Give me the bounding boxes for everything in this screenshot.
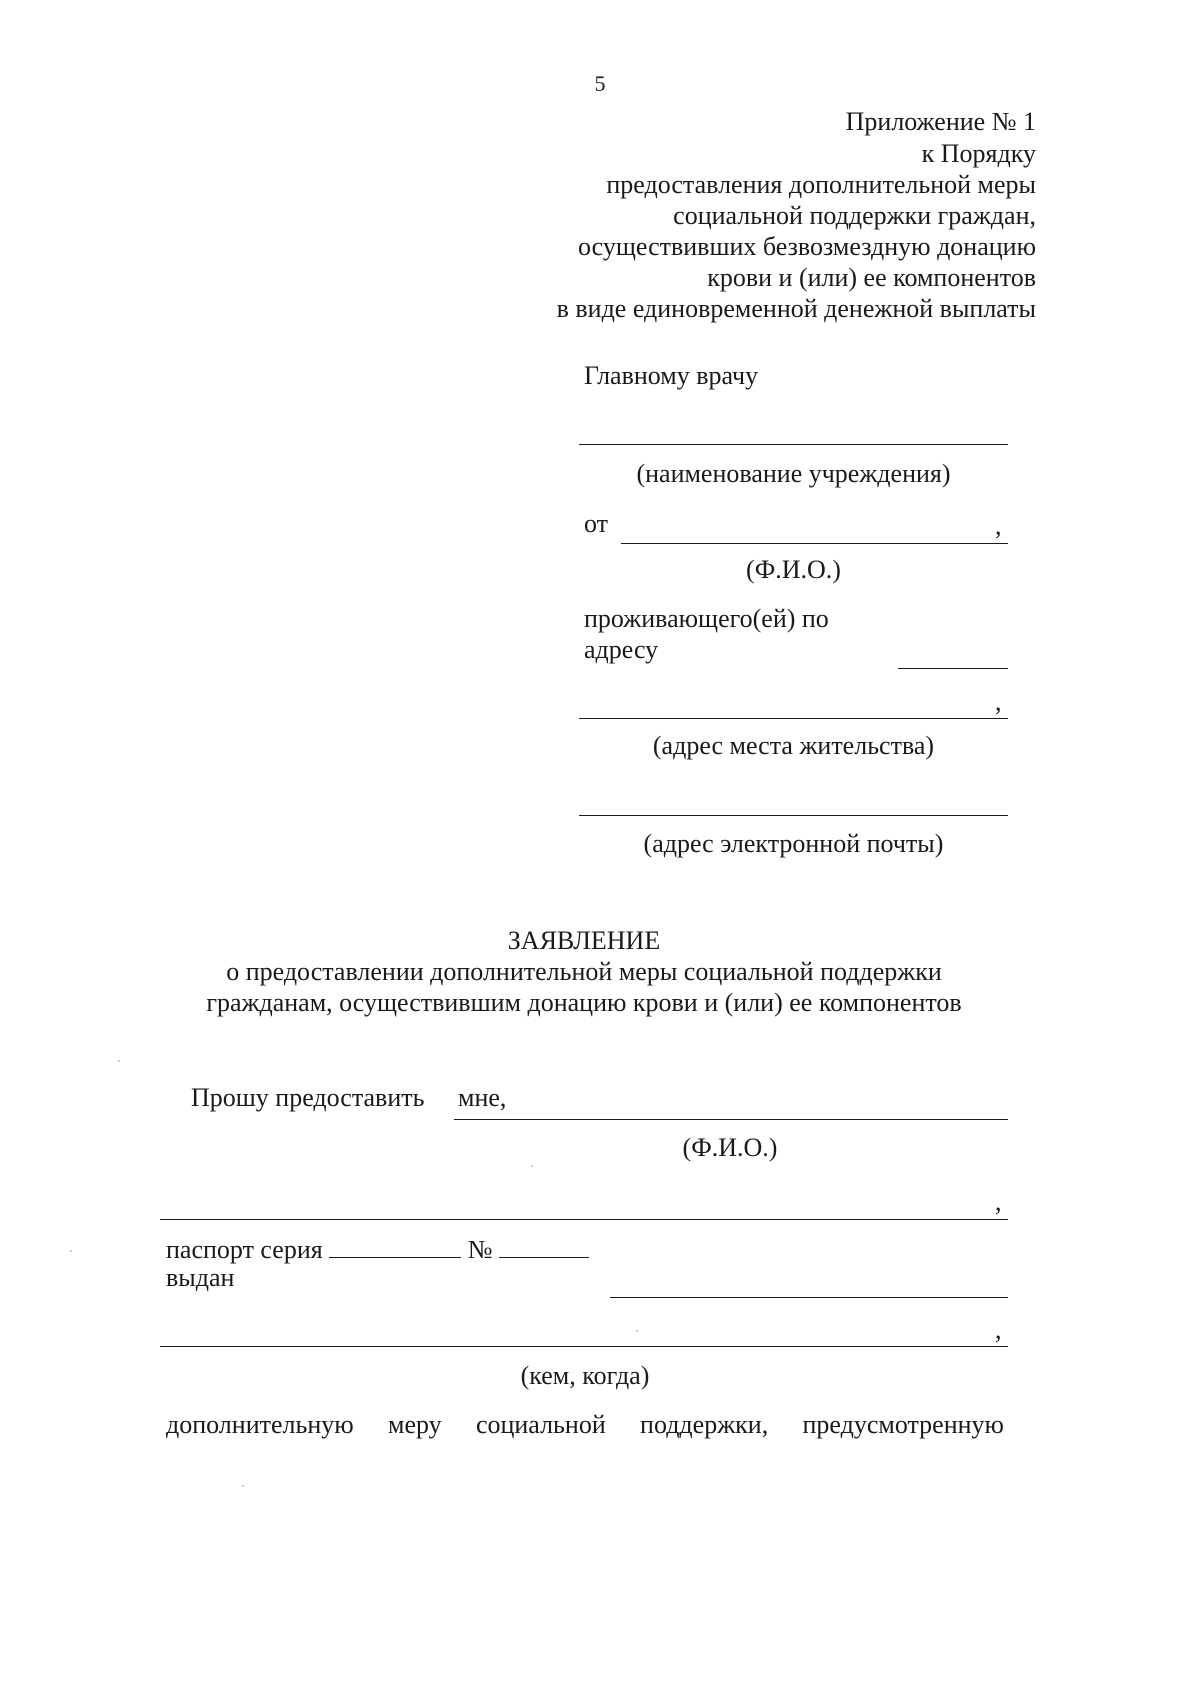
passport-series-field[interactable]: [329, 1233, 461, 1258]
application-title: ЗАЯВЛЕНИЕ: [507, 926, 661, 955]
body-word: поддержки,: [640, 1410, 769, 1439]
request-text: Прошу предоставить: [191, 1083, 425, 1112]
address-label: адресу: [584, 635, 659, 664]
body-word: дополнительную: [166, 1410, 354, 1439]
appendix-line: предоставления дополнительной меры: [606, 170, 1036, 199]
address-caption: (адрес места жительства): [652, 731, 935, 760]
fio-line-comma: ,: [995, 1187, 1002, 1216]
addressee-label: Главному врачу: [584, 361, 759, 390]
fio-caption: (Ф.И.О.): [746, 555, 841, 584]
institution-caption: (наименование учреждения): [636, 459, 951, 488]
body-word: предусмотренную: [802, 1410, 1004, 1439]
residing-label: проживающего(ей) по: [584, 604, 829, 633]
issued-by-field-line-2[interactable]: [160, 1346, 1008, 1347]
scan-speck: [636, 1330, 638, 1332]
from-label: от: [584, 509, 609, 538]
appendix-line: крови и (или) ее компонентов: [707, 263, 1036, 292]
appendix-line: осуществивших безвозмездную донацию: [578, 232, 1036, 261]
scan-speck: [118, 1060, 120, 1062]
issued-label: выдан: [166, 1263, 235, 1292]
email-field[interactable]: [579, 815, 1008, 816]
appendix-line: Приложение № 1: [845, 107, 1036, 136]
passport-number-sign: №: [467, 1235, 493, 1264]
justified-text-line: [166, 1409, 1004, 1441]
passport-series-label: паспорт серия: [166, 1235, 323, 1264]
application-subtitle-line: гражданам, осуществившим донацию крови и (или) ее компонентов: [206, 988, 962, 1017]
passport-number-field[interactable]: [499, 1233, 589, 1258]
recipient-fio-caption: (Ф.И.О.): [682, 1133, 778, 1162]
address-field-line-2[interactable]: [579, 718, 1008, 719]
issued-by-field-line-1[interactable]: [610, 1297, 1008, 1298]
me-text: мне,: [458, 1083, 507, 1112]
appendix-line: социальной поддержки граждан,: [673, 201, 1036, 230]
address-field-line-1[interactable]: [898, 668, 1008, 669]
body-word: социальной: [475, 1410, 606, 1439]
scan-speck: [242, 1485, 244, 1487]
scan-speck: [70, 1250, 72, 1252]
issued-caption: (кем, когда): [520, 1361, 650, 1390]
page-number: 5: [594, 71, 606, 96]
recipient-fio-field-continued[interactable]: [160, 1219, 1008, 1220]
address-comma: ,: [995, 687, 1002, 716]
fio-comma: ,: [995, 511, 1002, 540]
scan-speck: [531, 1165, 533, 1167]
recipient-fio-field[interactable]: [454, 1119, 1008, 1120]
email-caption: (адрес электронной почты): [643, 829, 944, 858]
body-word: меру: [387, 1410, 442, 1439]
applicant-fio-field[interactable]: [621, 543, 1008, 544]
application-subtitle-line: о предоставлении дополнительной меры социальной поддержки: [226, 957, 942, 986]
institution-name-field[interactable]: [579, 444, 1008, 445]
appendix-line: в виде единовременной денежной выплаты: [556, 294, 1036, 323]
issued-comma: ,: [995, 1315, 1002, 1344]
appendix-line: к Порядку: [921, 139, 1036, 168]
